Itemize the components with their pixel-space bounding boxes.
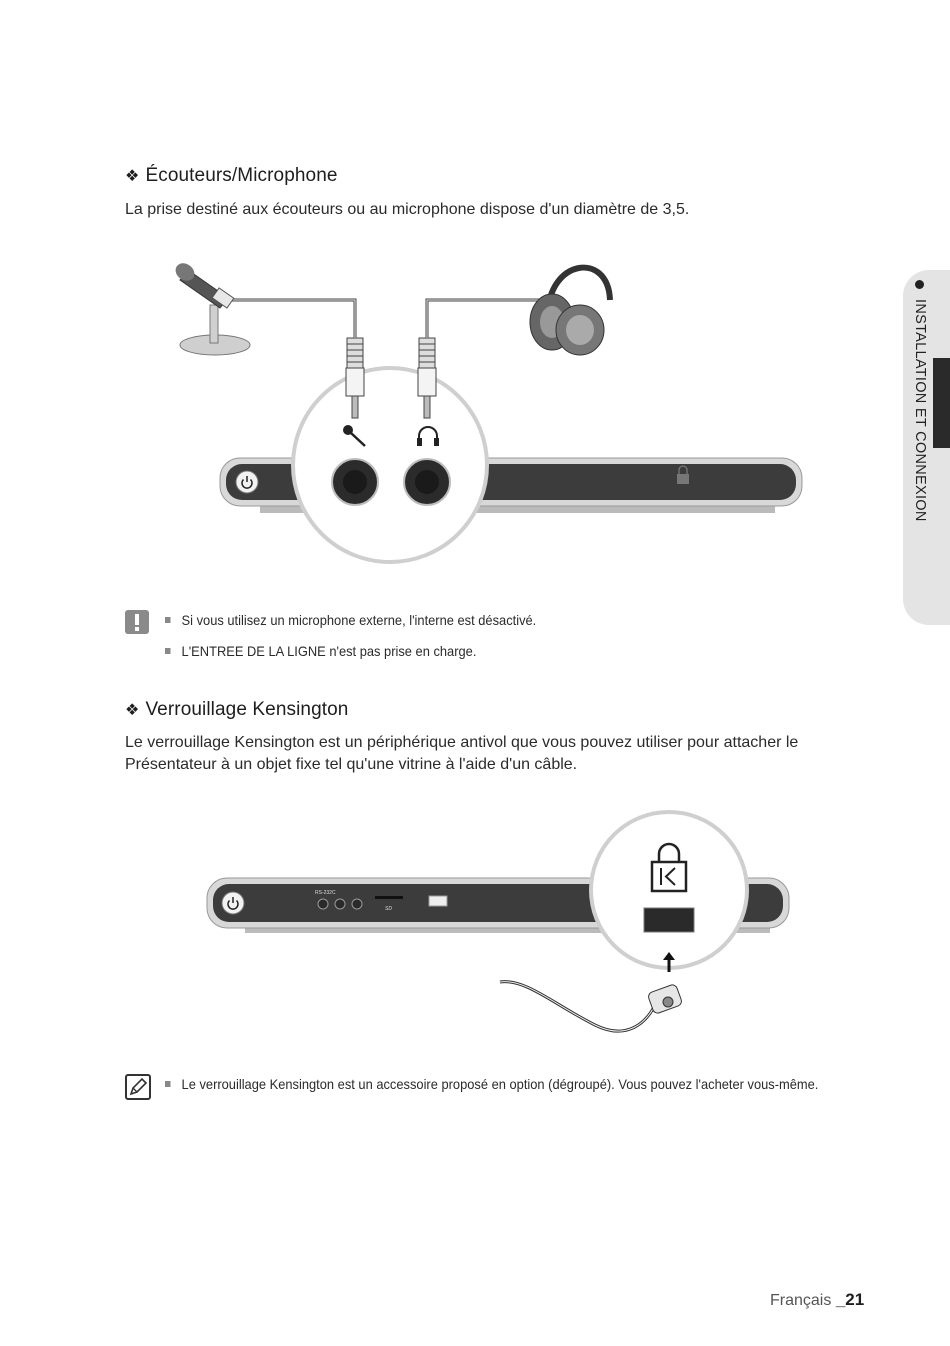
section-text-headphones: La prise destiné aux écouteurs ou au microphone dispose d'un diamètre de 3,5. xyxy=(125,201,690,218)
kensington-slot xyxy=(644,908,694,932)
side-tab-label: INSTALLATION ET CONNEXION xyxy=(912,280,928,522)
bullet-dot-icon xyxy=(915,280,924,289)
headphones-illustration-icon xyxy=(530,268,610,355)
square-bullet-icon xyxy=(165,1081,171,1087)
square-bullet-icon xyxy=(165,617,171,623)
caution-item: L'ENTREE DE LA LIGNE n'est pas prise en charge. xyxy=(165,643,476,659)
side-tab-marker xyxy=(933,358,950,448)
section-title-kensington: ❖ Verrouillage Kensington xyxy=(125,699,349,720)
kensington-illustration xyxy=(195,810,795,1050)
sd-label: SD xyxy=(385,906,392,912)
caution-item: Si vous utilisez un microphone externe, l'interne est désactivé. xyxy=(165,612,536,628)
section-title-headphones: ❖ Écouteurs/Microphone xyxy=(125,165,338,186)
lock-cable-icon xyxy=(500,982,683,1031)
note-pencil-icon xyxy=(125,1074,151,1100)
square-bullet-icon xyxy=(165,648,171,654)
desk-microphone-icon xyxy=(172,260,250,355)
page-footer: Français _21 xyxy=(770,1290,865,1309)
caution-icon xyxy=(125,610,149,634)
section-text-kensington: Le verrouillage Kensington est un périphérique antivol que vous pouvez utiliser pour attacher le Présentateur à un objet fixe tel qu'une vitrine à l'aide d'un câble. xyxy=(125,734,799,773)
headphone-mic-illustration xyxy=(170,250,820,580)
rs232c-label: RS-232C xyxy=(315,890,336,896)
note-item: Le verrouillage Kensington est un accessoire proposé en option (dégroupé). Vous pouvez l'acheter vous-même. xyxy=(165,1076,818,1092)
